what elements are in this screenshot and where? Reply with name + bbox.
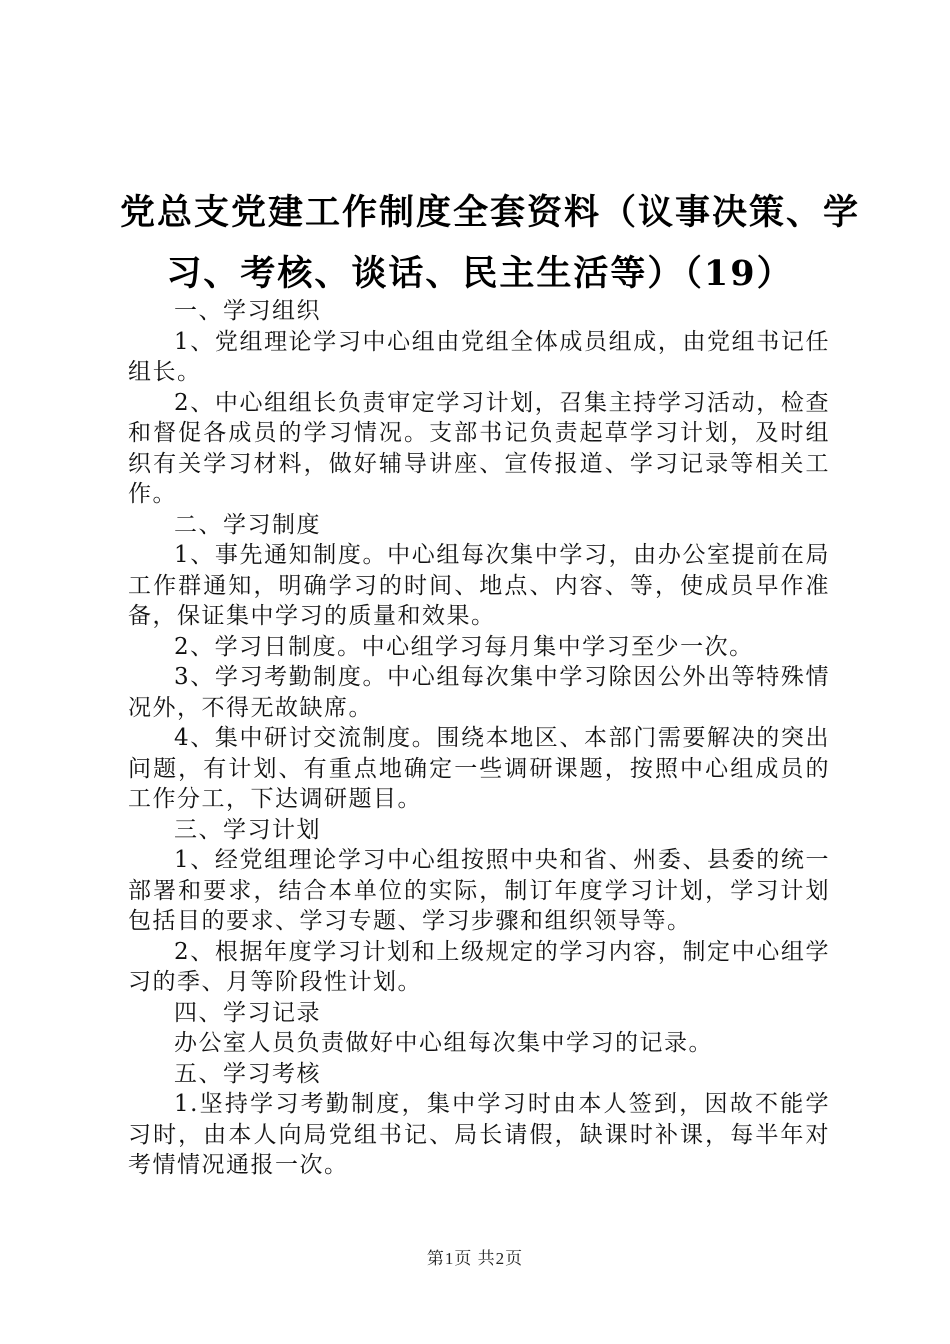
paragraph: 1、事先通知制度。中心组每次集中学习，由办公室提前在局工作群通知，明确学习的时间、地点、内容、等，使成员早作准备，保证集中学习的质量和效果。 [128, 542, 830, 629]
paragraph: 1、党组理论学习中心组由党组全体成员组成，由党组书记任组长。 [128, 328, 830, 385]
section-heading-record: 四、学习记录 [174, 999, 321, 1026]
page-footer: 第1页 共2页 [426, 1249, 524, 1268]
paragraph: 办公室人员负责做好中心组每次集中学习的记录。 [174, 1030, 713, 1056]
document-body [128, 296, 830, 1181]
section-heading-organization: 一、学习组织 [174, 298, 321, 324]
section-heading-assessment: 五、学习考核 [174, 1060, 321, 1087]
paragraph: 2、中心组组长负责审定学习计划，召集主持学习活动，检查和督促各成员的学习情况。支部书记负责起草学习计划，及时组织有关学习材料，做好辅导讲座、宣传报道、学习记录等相关工作。 [128, 389, 830, 507]
paragraph: 2、学习日制度。中心组学习每月集中学习至少一次。 [174, 633, 754, 660]
paragraph: 1、经党组理论学习中心组按照中央和省、州委、县委的统一部署和要求，结合本单位的实际，制订年度学习计划，学习计划包括目的要求、学习专题、学习步骤和组织领导等。 [128, 847, 830, 934]
paragraph: 2、根据年度学习计划和上级规定的学习内容，制定中心组学习的季、月等阶段性计划。 [128, 938, 830, 995]
paragraph: 1.坚持学习考勤制度，集中学习时由本人签到，因故不能学习时，由本人向局党组书记、局长请假，缺课时补课，每半年对考情情况通报一次。 [128, 1091, 830, 1178]
title-line-1: 党总支党建工作制度全套资料（议事决策、学 [120, 192, 861, 233]
paragraph: 4、集中研讨交流制度。围绕本地区、本部门需要解决的突出问题，有计划、有重点地确定一些调研课题，按照中心组成员的工作分工，下达调研题目。 [128, 725, 830, 812]
document-title [120, 182, 861, 304]
section-heading-plan: 三、学习计划 [174, 816, 321, 843]
paragraph: 3、学习考勤制度。中心组每次集中学习除因公外出等特殊情况外，不得无故缺席。 [128, 664, 830, 721]
section-heading-system: 二、学习制度 [174, 511, 321, 538]
title-line-2: 习、考核、谈话、民主生活等）（19） [166, 253, 794, 294]
